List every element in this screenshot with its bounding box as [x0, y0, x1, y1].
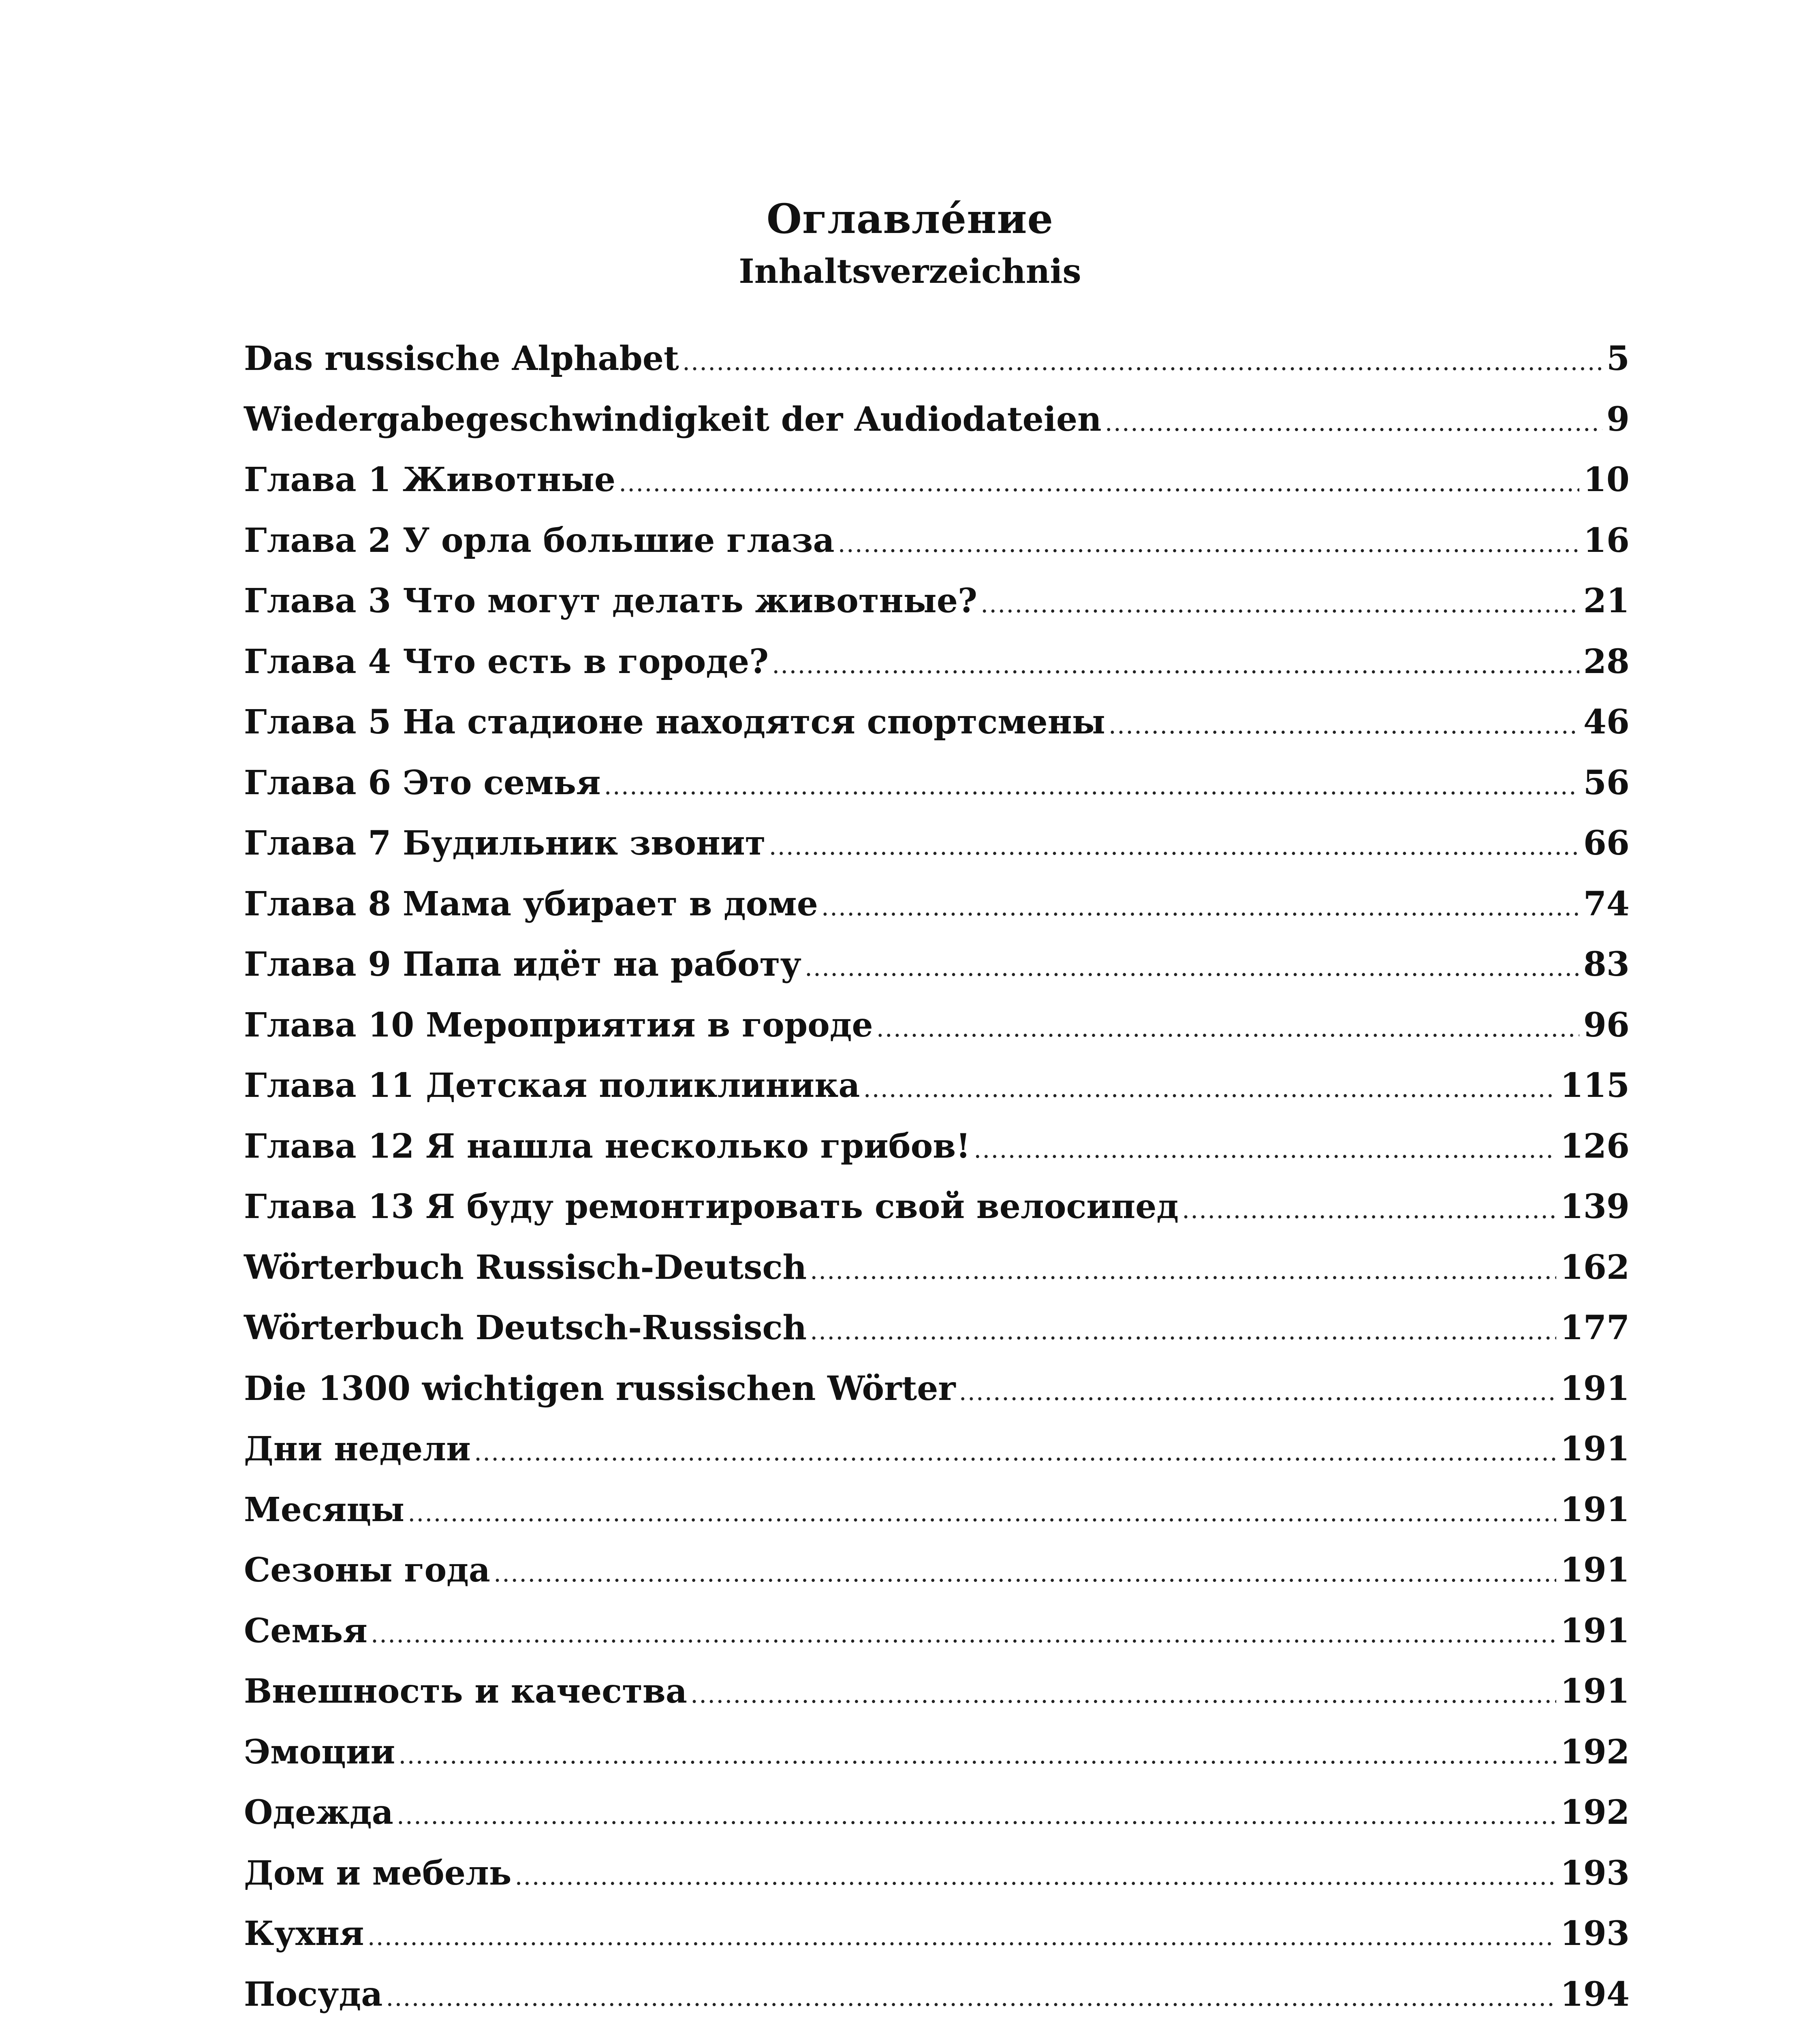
- toc-entry-title: Wörterbuch Russisch-Deutsch: [244, 1248, 807, 1287]
- toc-entry-page: 83: [1583, 945, 1630, 984]
- toc-dot-leader: [690, 1672, 1556, 1717]
- toc-entry-page: 96: [1583, 1005, 1630, 1045]
- toc-dot-leader: [1109, 703, 1579, 748]
- toc-entry: [244, 639, 1630, 700]
- toc-entry-page: 191: [1560, 1490, 1630, 1529]
- toc-entry-page: 5: [1606, 339, 1630, 378]
- toc-entry-page: 177: [1560, 1308, 1630, 1347]
- toc-dot-leader: [493, 1551, 1556, 1596]
- toc-entry: [244, 1427, 1630, 1487]
- toc-dot-leader: [974, 1127, 1556, 1172]
- page-title: Оглавле́ние: [766, 195, 1054, 243]
- toc-dot-leader: [838, 521, 1579, 566]
- toc-entry: [244, 1548, 1630, 1609]
- toc-heading: [0, 190, 1820, 296]
- toc-dot-leader: [1105, 400, 1602, 445]
- toc-entry-title: Эмоции: [244, 1732, 395, 1772]
- toc-entry-title: Внешность и качества: [244, 1672, 688, 1711]
- toc-entry-page: 74: [1583, 884, 1630, 923]
- toc-entry-title: Глава 8 Мама убирает в доме: [244, 884, 818, 923]
- toc-entry-page: 46: [1583, 703, 1630, 742]
- toc-entry-page: 28: [1583, 642, 1630, 681]
- toc-entry-page: 66: [1583, 824, 1630, 863]
- toc-dot-leader: [1182, 1188, 1556, 1232]
- page-subtitle: Inhaltsverzeichnis: [739, 252, 1081, 291]
- toc-entry-title: Глава 4 Что есть в городе?: [244, 642, 769, 681]
- toc-entry-title: Месяцы: [244, 1490, 405, 1529]
- toc-entry: [244, 1306, 1630, 1366]
- toc-entry-page: 10: [1583, 460, 1630, 499]
- toc-entry-title: Wörterbuch Deutsch-Russisch: [244, 1308, 807, 1347]
- toc-entry: [244, 336, 1630, 397]
- table-of-contents: [244, 336, 1630, 2026]
- toc-dot-leader: [959, 1370, 1556, 1414]
- toc-entry: [244, 1124, 1630, 1185]
- toc-entry: [244, 1184, 1630, 1245]
- toc-entry-page: 16: [1583, 521, 1630, 560]
- toc-entry-title: Глава 9 Папа идёт на работу: [244, 945, 801, 984]
- toc-entry-title: Глава 7 Будильник звонит: [244, 824, 766, 863]
- toc-entry: [244, 1790, 1630, 1851]
- toc-entry-page: 115: [1560, 1066, 1630, 1105]
- toc-entry-title: Дни недели: [244, 1430, 471, 1468]
- toc-dot-leader: [863, 1066, 1556, 1111]
- toc-entry-title: Глава 5 На стадионе находятся спортсмены: [244, 703, 1105, 742]
- toc-entry: [244, 821, 1630, 882]
- toc-dot-leader: [367, 1915, 1556, 1959]
- toc-entry-title: Дом и мебель: [244, 1853, 512, 1893]
- toc-dot-leader: [772, 643, 1579, 687]
- toc-entry-title: Семья: [244, 1611, 367, 1650]
- toc-entry-page: 56: [1583, 763, 1630, 802]
- toc-entry-title: Глава 1 Животные: [244, 460, 616, 499]
- toc-entry-title: Глава 12 Я нашла несколько грибов!: [244, 1126, 971, 1166]
- toc-entry: [244, 1911, 1630, 1972]
- toc-entry-page: 193: [1560, 1853, 1630, 1893]
- toc-dot-leader: [371, 1612, 1556, 1656]
- toc-dot-leader: [821, 885, 1579, 930]
- toc-dot-leader: [397, 1793, 1556, 1838]
- toc-entry: [244, 579, 1630, 639]
- toc-entry-title: Wiedergabegeschwindigkeit der Audiodateien: [244, 400, 1102, 439]
- toc-entry-page: 192: [1560, 1732, 1630, 1772]
- toc-entry-title: Глава 3 Что могут делать животные?: [244, 581, 978, 620]
- toc-entry-title: Кухня: [244, 1914, 364, 1953]
- toc-entry: [244, 1851, 1630, 1912]
- toc-dot-leader: [398, 1733, 1556, 1778]
- toc-entry-page: 191: [1560, 1551, 1630, 1590]
- toc-entry-page: 9: [1606, 400, 1630, 439]
- toc-entry: [244, 942, 1630, 1003]
- toc-entry: [244, 1063, 1630, 1124]
- toc-entry-page: 139: [1560, 1187, 1630, 1226]
- toc-entry: [244, 397, 1630, 458]
- toc-entry-title: Глава 11 Детская поликлиника: [244, 1066, 860, 1105]
- toc-entry: [244, 1730, 1630, 1791]
- toc-dot-leader: [980, 582, 1579, 626]
- toc-entry-page: 191: [1560, 1611, 1630, 1650]
- toc-entry-title: Сезоны года: [244, 1551, 490, 1590]
- toc-entry: [244, 1003, 1630, 1064]
- toc-dot-leader: [682, 340, 1602, 384]
- toc-entry: [244, 1669, 1630, 1730]
- toc-entry-title: Das russische Alphabet: [244, 339, 679, 378]
- toc-dot-leader: [810, 1309, 1556, 1353]
- toc-dot-leader: [515, 1854, 1556, 1899]
- toc-entry-title: Глава 13 Я буду ремонтировать свой велосипед: [244, 1187, 1179, 1226]
- toc-entry: [244, 1972, 1630, 2026]
- toc-entry: [244, 882, 1630, 942]
- toc-entry-page: 191: [1560, 1672, 1630, 1711]
- toc-entry-page: 191: [1560, 1430, 1630, 1468]
- toc-entry: [244, 1487, 1630, 1548]
- toc-entry: [244, 1245, 1630, 1306]
- toc-dot-leader: [810, 1248, 1556, 1293]
- toc-entry: [244, 1366, 1630, 1427]
- toc-dot-leader: [386, 1975, 1556, 2020]
- toc-dot-leader: [474, 1430, 1556, 1475]
- toc-dot-leader: [408, 1491, 1556, 1535]
- toc-dot-leader: [604, 764, 1579, 808]
- toc-dot-leader: [876, 1006, 1579, 1051]
- toc-entry: [244, 761, 1630, 821]
- toc-entry-page: 194: [1560, 1975, 1630, 2014]
- toc-entry-page: 191: [1560, 1369, 1630, 1408]
- toc-entry-title: Глава 10 Мероприятия в городе: [244, 1005, 873, 1045]
- toc-entry-title: Die 1300 wichtigen russischen Wörter: [244, 1369, 956, 1408]
- toc-entry-page: 193: [1560, 1914, 1630, 1953]
- toc-entry-title: Глава 2 У орла большие глаза: [244, 521, 835, 560]
- toc-entry-title: Одежда: [244, 1793, 393, 1832]
- toc-entry-page: 162: [1560, 1248, 1630, 1287]
- toc-entry: [244, 700, 1630, 761]
- toc-entry: [244, 457, 1630, 518]
- toc-entry-page: 21: [1583, 581, 1630, 620]
- toc-entry: [244, 1609, 1630, 1669]
- toc-entry-title: Посуда: [244, 1975, 383, 2014]
- toc-entry-page: 192: [1560, 1793, 1630, 1832]
- toc-entry-title: Глава 6 Это семья: [244, 763, 601, 802]
- toc-dot-leader: [619, 461, 1579, 505]
- toc-entry-page: 126: [1560, 1126, 1630, 1166]
- toc-entry: [244, 518, 1630, 579]
- toc-dot-leader: [805, 945, 1579, 990]
- toc-dot-leader: [769, 824, 1579, 869]
